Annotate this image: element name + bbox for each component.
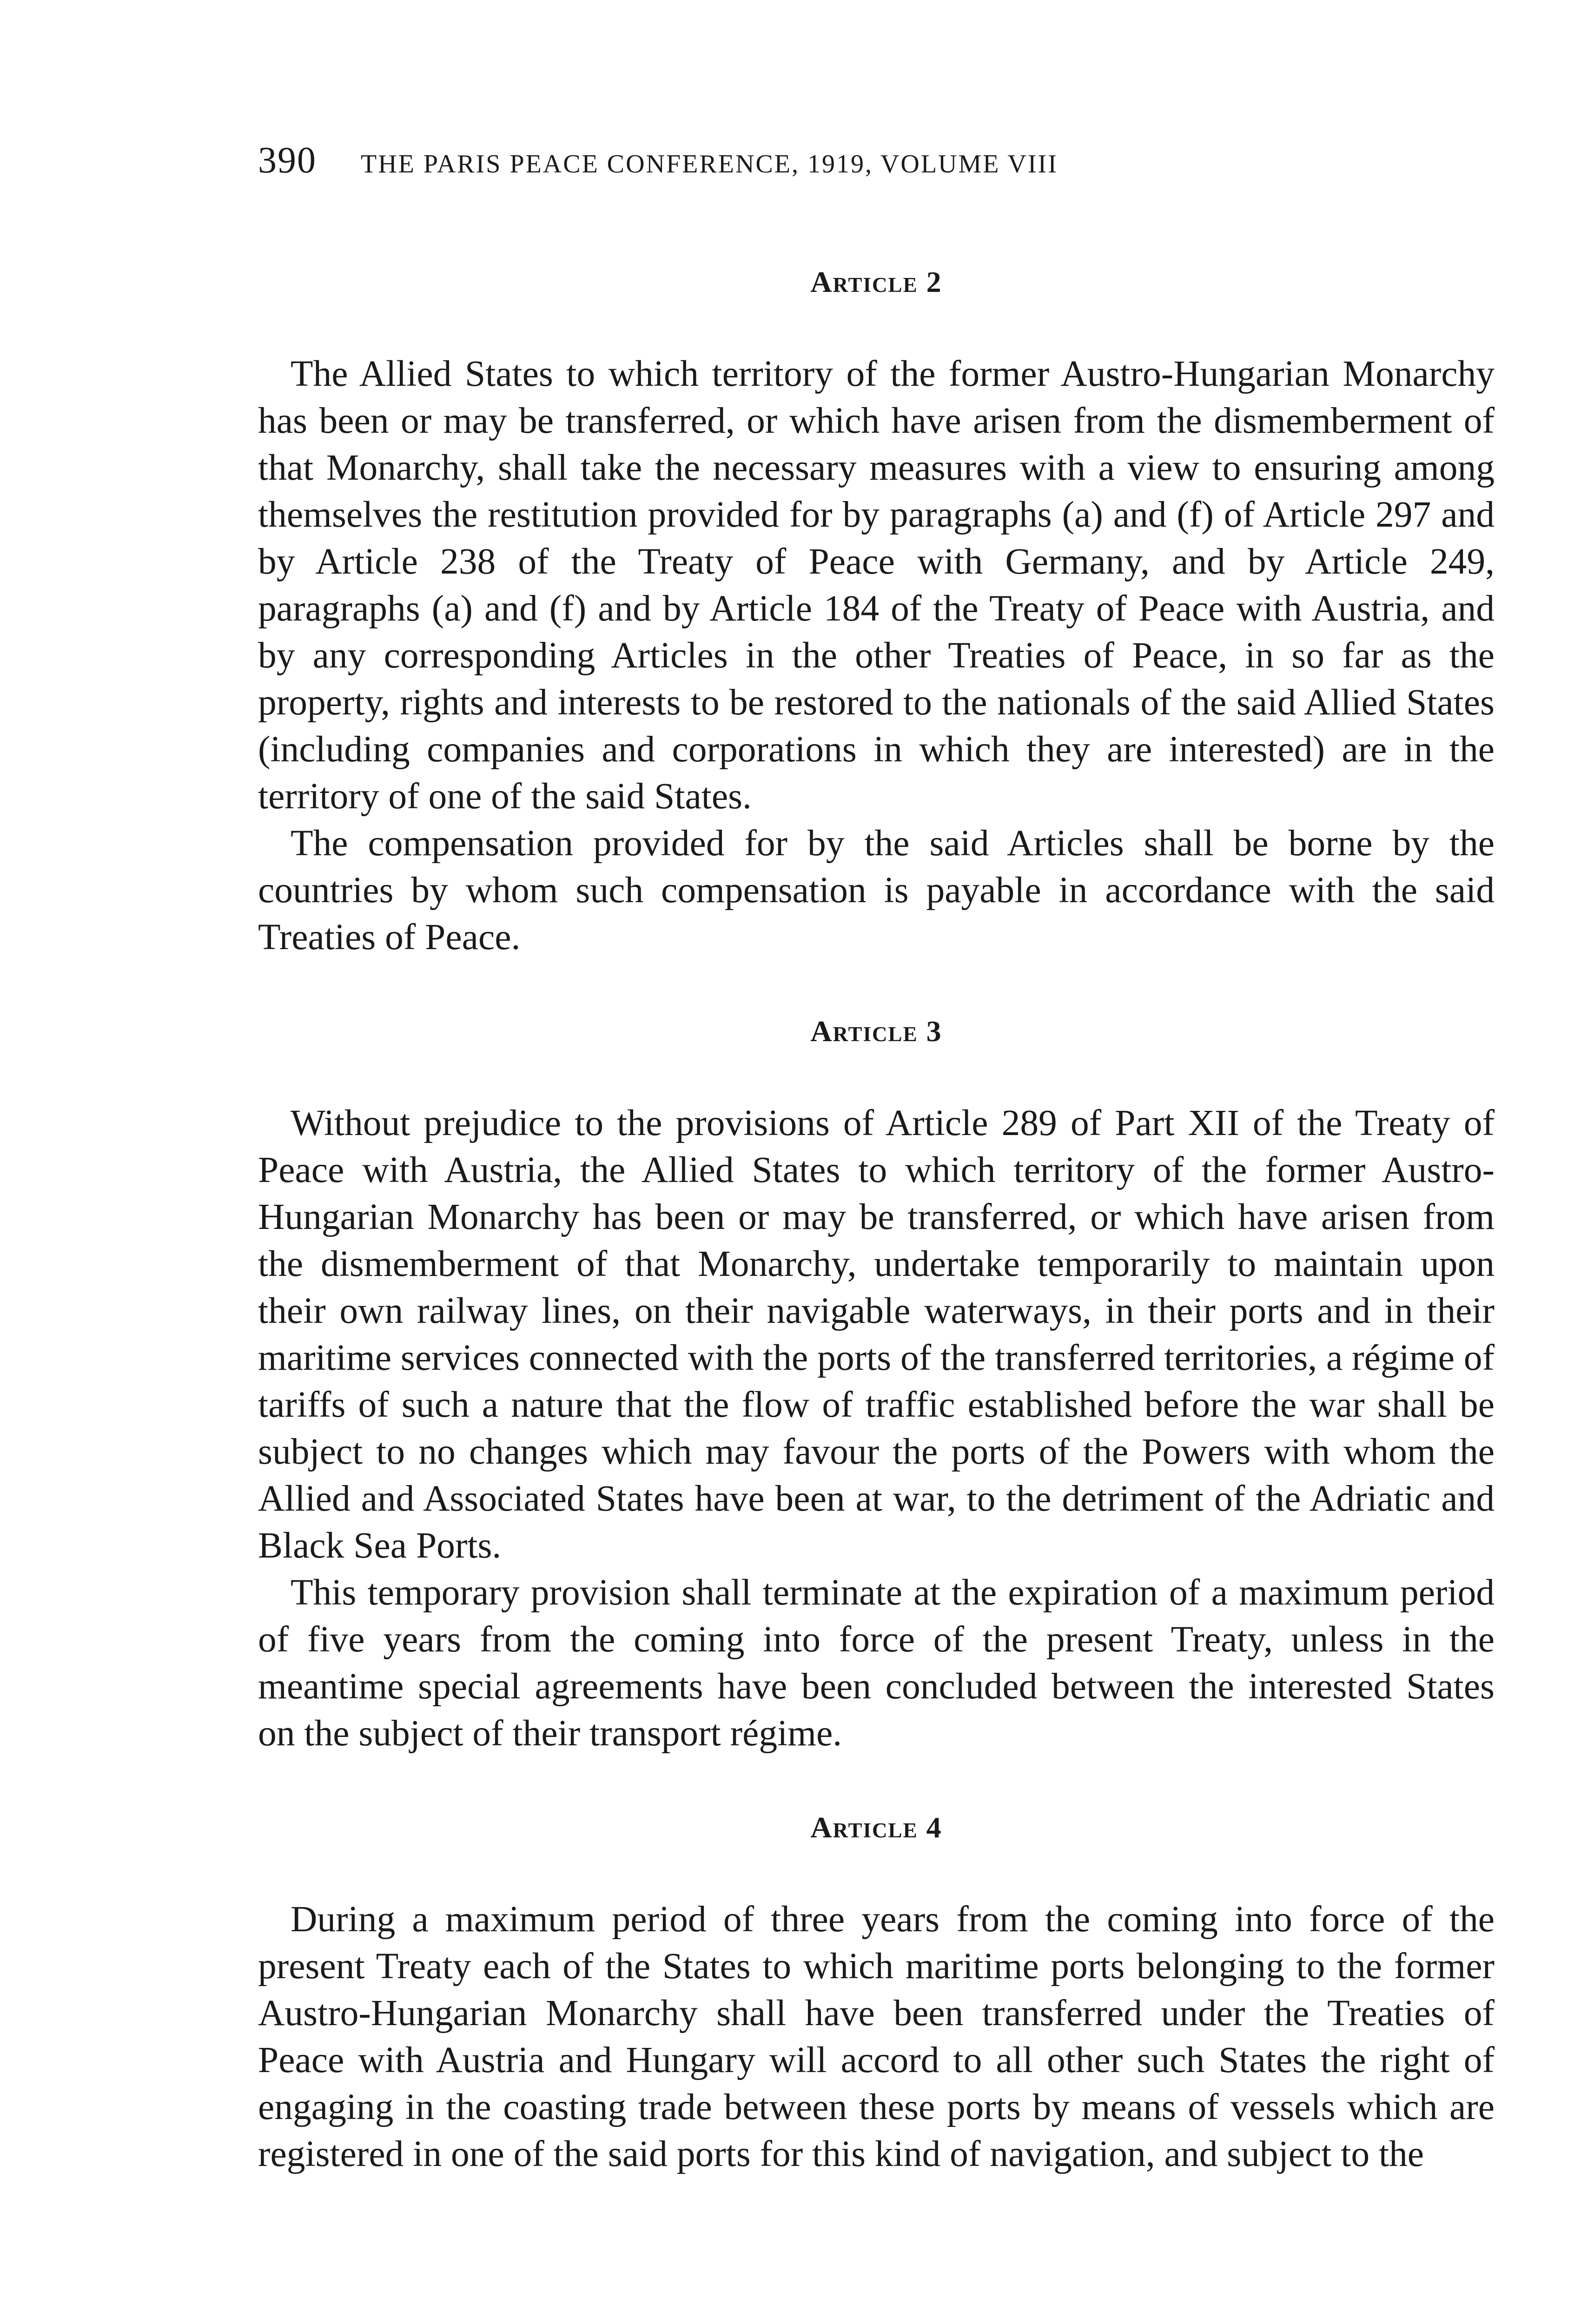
article-paragraph: Without prejudice to the provisions of Article 289 of Part XII of the Treaty of Peace with Austria, the Allied States to which territory of the former Austro-Hungarian Monarchy has been or may be transferred, or which have arisen from the dismemberment of that Monarchy, undertake temporarily to maintain upon their own railway lines, on their navigable waterways, in their ports and in their maritime services connected with the ports of the transferred territories, a régime of tariffs of such a nature that the flow of traffic established before the war shall be subject to no changes which may favour the ports of the Powers with whom the Allied and Associated States have been at war, to the detriment of the Adriatic and Black Sea Ports. bbox=[258, 1103, 1495, 1566]
page-number: 390 bbox=[258, 140, 317, 181]
article-heading: Article 4 bbox=[810, 1811, 942, 1844]
article-3-section bbox=[258, 1014, 1495, 1757]
article-paragraph: During a maximum period of three years from the coming into force of the present Treaty each of the States to which maritime ports belonging to the former Austro-Hungarian Monarchy shall have been transferred under the Treaties of Peace with Austria and Hungary will accord to all other such States the right of engaging in the coasting trade between these ports by means of vessels which are registered in one of the said ports for this kind of navigation, and subject to the bbox=[258, 1899, 1495, 2174]
running-title: THE PARIS PEACE CONFERENCE, 1919, VOLUME VIII bbox=[361, 150, 1058, 178]
article-paragraph: The compensation provided for by the said Articles shall be borne by the countries by whom such compensation is payable in accordance with the said Treaties of Peace. bbox=[258, 823, 1495, 957]
article-2-section bbox=[258, 265, 1495, 961]
article-4-section bbox=[258, 1810, 1495, 2178]
running-header bbox=[258, 139, 1495, 205]
article-heading: Article 2 bbox=[810, 265, 942, 298]
document-page bbox=[258, 139, 1495, 2178]
article-heading: Article 3 bbox=[810, 1015, 942, 1048]
article-paragraph: This temporary provision shall terminate at the expiration of a maximum period of five years from the coming into force of the present Treaty, unless in the meantime special agreements have been concluded between the interested States on the subject of their transport régime. bbox=[258, 1572, 1495, 1754]
article-paragraph: The Allied States to which territory of the former Austro-Hungarian Monarchy has been or may be transferred, or which have arisen from the dismemberment of that Monarchy, shall take the necessary measures with a view to ensuring among themselves the restitution provided for by paragraphs (a) and (f) of Article 297 and by Article 238 of the Treaty of Peace with Germany, and by Article 249, paragraphs (a) and (f) and by Article 184 of the Treaty of Peace with Austria, and by any corresponding Articles in the other Treaties of Peace, in so far as the property, rights and interests to be restored to the nationals of the said Allied States (including companies and corporations in which they are interested) are in the territory of one of the said States. bbox=[258, 353, 1495, 817]
